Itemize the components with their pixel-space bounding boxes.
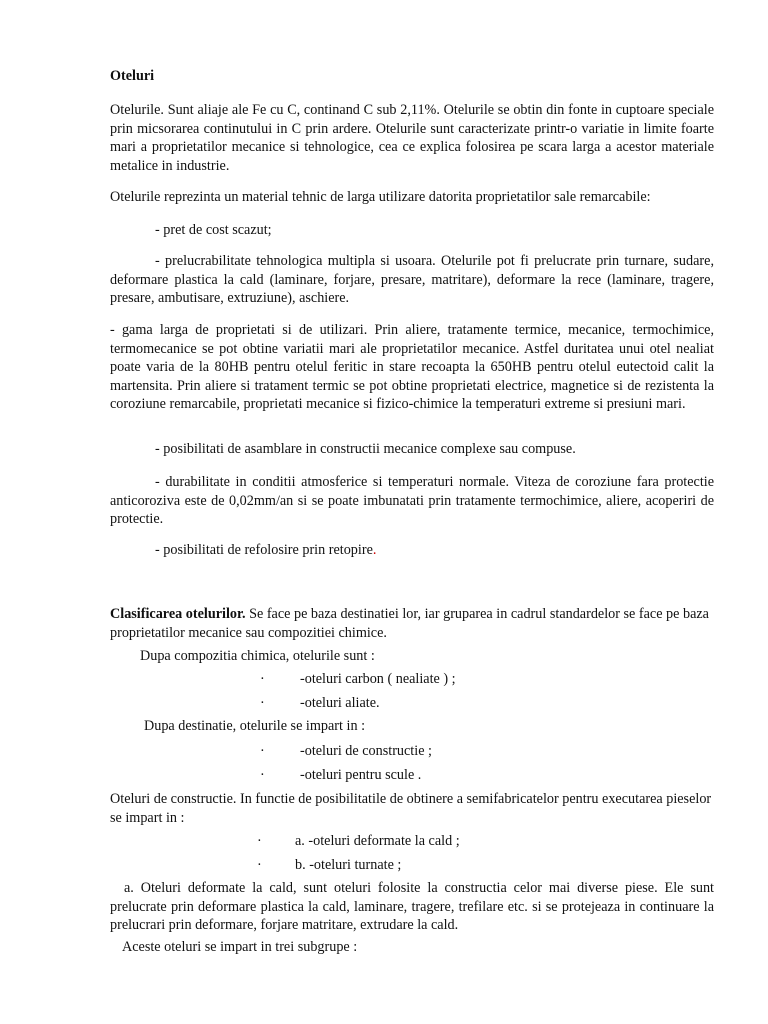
property-assembly: - posibilitati de asamblare in constructii mecanice complexe sau compuse.: [155, 441, 576, 457]
bullet-dot: ·: [257, 833, 262, 849]
property-recycling-text: - posibilitati de refolosire prin retopire: [155, 542, 373, 558]
subgroups-line: Aceste oteluri se impart in trei subgrupe :: [122, 939, 358, 955]
classification-text: Se face pe baza destinatiei lor, iar gruparea in cadrul standardelor se face pe baza proprietatilor mecanice sau compozitiei chimice.: [110, 606, 709, 641]
intro-paragraph: Otelurile. Sunt aliaje ale Fe cu C, continand C sub 2,11%. Otelurile se obtin din fonte in cuptoare speciale prin micsorarea continutului in C prin ardere. Otelurile sunt caracterizate printr-o variatie in limite foarte mari a proprietatilor mecanice si tehnologice, cea ce explica folosirea pe scara larga a acestor materiale metalice in industrie.: [110, 102, 714, 174]
bullet-dot: ·: [260, 671, 265, 687]
properties-intro: Otelurile reprezinta un material tehnic de larga utilizare datorita proprietatilor sale remarcabile:: [110, 189, 651, 205]
classification-paragraph: [110, 605, 714, 642]
bullet-dot: ·: [260, 695, 265, 711]
page-title: Oteluri: [110, 68, 155, 84]
list-item-text: -oteluri aliate.: [300, 695, 380, 711]
property-range: - gama larga de proprietati si de utilizari. Prin aliere, tratamente termice, mecanice, termochimice, termomecanice se pot obtine variatii mari ale proprietatilor mecanice. Astfel duritatea unui otel nealiat poate varia de la 80HB pentru otelul feritic in stare recoapta la 650HB pentru otelul eutectoid calit la martensita. Prin aliere si tratament termic se pot obtine proprietati electrice, magnetice si de rezistenta la coroziune remarcabile, proprietati mecanice si fizico-chimice la temperaturi extreme si presiuni mari.: [110, 322, 714, 412]
bullet-dot: ·: [257, 857, 262, 873]
classification-heading: Clasificarea otelurilor.: [110, 606, 246, 622]
list-item-text: -oteluri pentru scule .: [300, 767, 422, 783]
property-durability: - durabilitate in conditii atmosferice si temperaturi normale. Viteza de coroziune fara protectie anticoroziva este de 0,02mm/an si se poate imbunatati prin tratamente termochimice, aliere, acoperiri de protectie.: [110, 474, 714, 527]
list-item-text: -oteluri carbon ( nealiate ) ;: [300, 671, 456, 687]
composition-intro: Dupa compozitia chimica, otelurile sunt :: [140, 648, 375, 664]
property-workability: - prelucrabilitate tehnologica multipla si usoara. Otelurile pot fi prelucrate prin turnare, sudare, deformare plastica la cald (laminare, forjare, presare, matritare), deformare la rece (laminare, tragere, presare, ambutisare, extruziune), aschiere.: [110, 253, 714, 306]
property-recycling: [110, 541, 714, 560]
list-item-text: a. -oteluri deformate la cald ;: [295, 833, 460, 849]
bullet-dot: ·: [260, 743, 265, 759]
construction-paragraph: Oteluri de constructie. In functie de posibilitatile de obtinere a semifabricatelor pentru executarea pieselor se impart in :: [110, 791, 712, 826]
property-cost: - pret de cost scazut;: [155, 222, 272, 238]
list-item-text: b. -oteluri turnate ;: [295, 857, 402, 873]
red-period: .: [372, 542, 377, 558]
bullet-dot: ·: [260, 767, 265, 783]
hot-deformed-paragraph: a. Oteluri deformate la cald, sunt oteluri folosite la constructia celor mai diverse piese. Ele sunt prelucrate prin deformare plastica la cald, laminare, tragere, trefilare etc. si se protejeaza in continuare la prelucrari prin deformare, forjare matritare, extrudare la cald.: [110, 880, 714, 933]
destination-intro: Dupa destinatie, otelurile se impart in :: [144, 718, 366, 734]
list-item-text: -oteluri de constructie ;: [300, 743, 432, 759]
